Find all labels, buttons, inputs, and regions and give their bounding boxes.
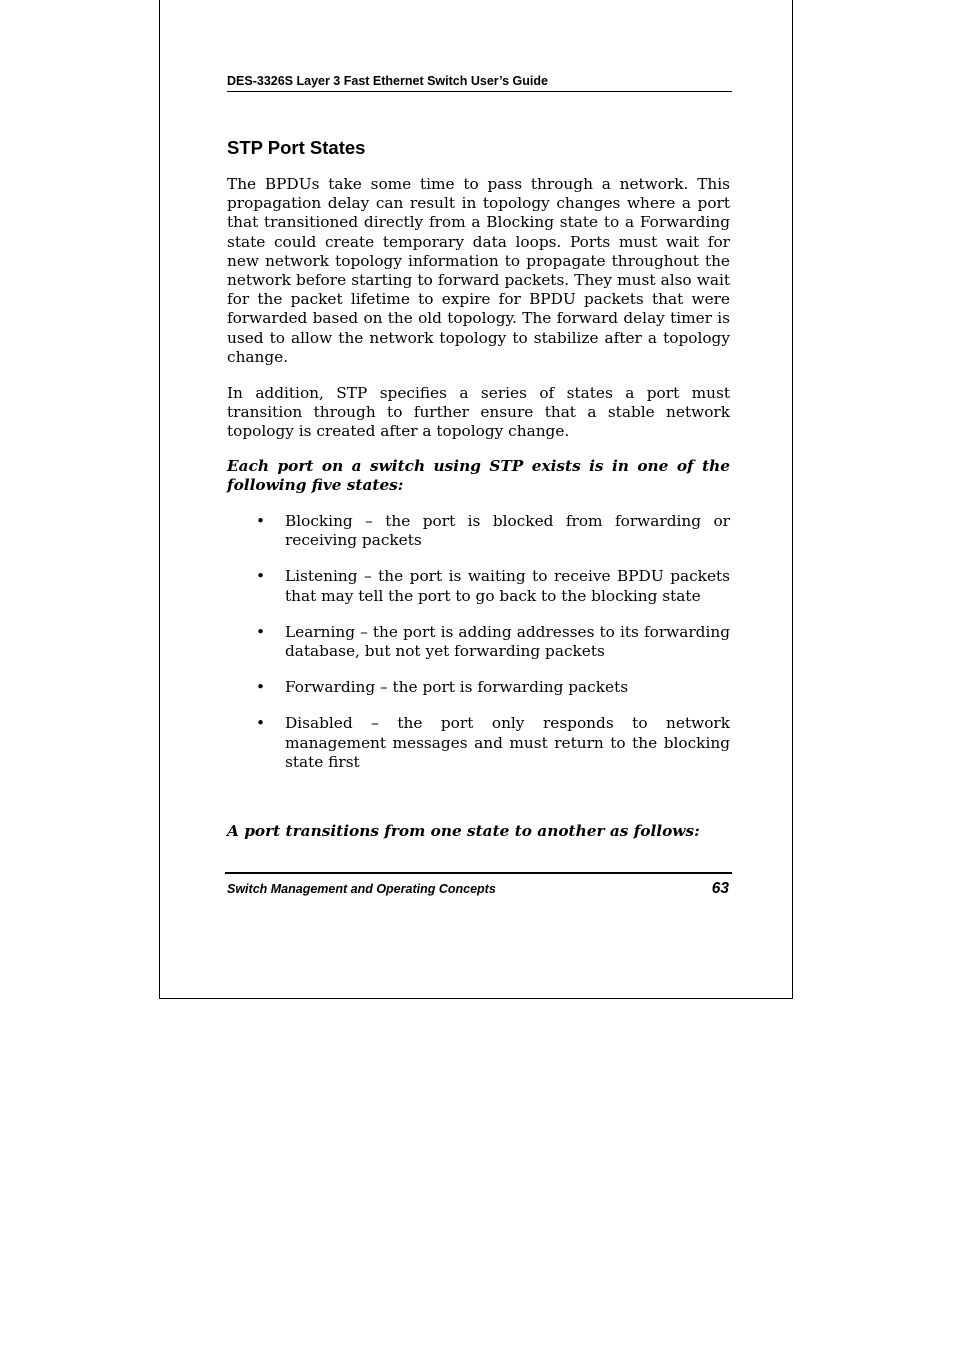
- section-title: STP Port States: [227, 137, 366, 158]
- states-lead-in: Each port on a switch using STP exists is in one of the following five states:: [227, 457, 730, 495]
- footer-section-name: Switch Management and Operating Concepts: [227, 882, 496, 896]
- list-item-text: Forwarding – the port is forwarding packets: [285, 678, 629, 697]
- list-item-text: Listening – the port is waiting to receive BPDU packets that may tell the port to go back to the blocking state: [285, 567, 730, 605]
- bullet-icon: •: [256, 678, 266, 697]
- list-item-forwarding: [256, 678, 730, 697]
- list-item-learning: [256, 622, 730, 661]
- list-item-listening: [256, 567, 730, 605]
- list-item-text: Blocking – the port is blocked from forwarding or receiving packets: [285, 512, 730, 550]
- running-footer: [225, 872, 732, 898]
- port-states-list: [256, 512, 730, 789]
- bullet-icon: •: [256, 512, 266, 530]
- running-header: DES-3326S Layer 3 Fast Ethernet Switch User’s Guide: [227, 74, 732, 92]
- page-number: 63: [711, 880, 729, 897]
- list-item-text: Learning – the port is adding addresses to its forwarding database, but not yet forwarding packets: [285, 622, 730, 661]
- list-item-blocking: [256, 512, 730, 550]
- bullet-icon: •: [256, 622, 266, 641]
- list-item-text: Disabled – the port only responds to network management messages and must return to the blocking state first: [285, 714, 730, 771]
- list-item-disabled: [256, 714, 730, 772]
- bullet-icon: •: [256, 567, 266, 586]
- paragraph-propagation-delay: The BPDUs take some time to pass through a network. This propagation delay can result in topology changes where a port that transitioned directly from a Blocking state to a Forwarding state could create temporary data loops. Ports must wait for new network topology information to propagate throughout the network before starting to forward packets. They must also wait for the packet lifetime to expire for BPDU packets that were forwarded based on the old topology. The forward delay timer is used to allow the network topology to stabilize after a topology change.: [227, 175, 730, 366]
- paragraph-stp-states-intro: In addition, STP specifies a series of states a port must transition through to further ensure that a stable network topology is created after a topology change.: [227, 384, 730, 441]
- bullet-icon: •: [256, 714, 266, 733]
- transitions-lead-in: A port transitions from one state to another as follows:: [227, 822, 700, 840]
